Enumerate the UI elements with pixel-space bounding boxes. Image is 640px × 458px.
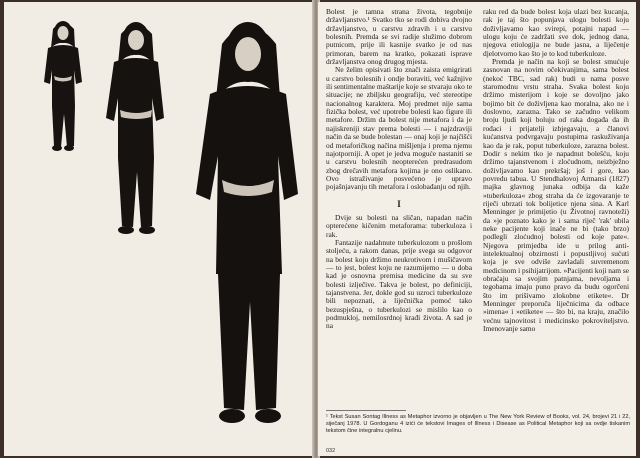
paragraph: Bolest je tamna strana života, tegobnije državljanstvo.¹ Svatko tko se rodi dobiva dvojno državljanstvo, u carstvu zdravih i u carstvu bolesnih. Premda se svi radije služimo dobrom putnicom, prije ili kasnije svatko je od nas primoran, barem na kratko, pokazati isprave državljanstva onog drugog mjesta. bbox=[326, 7, 472, 67]
woman-figure-large bbox=[184, 16, 308, 436]
paragraph: Ne želim opisivati što znači zaista emigrirati u carstvo bolesnih i ondje boraviti, već kažnjive ili sentimentalne maštarije koje se stvaraju oko te situacije; ne zbiljsku geografiju, već stereotipe nacionalnog karaktera. Moj predmet nije sama fizička bolest, već upotrebe bolesti kao figure ili metafore. Držim da bolest nije metafora i da je najiskreniji stav prema bolesti — i najzdraviji način da se bude bolestan — onaj koji je najčišći od metaforičkog načina mišljenja i prema njemu najotporniji. A opet je jedva moguće nastaniti se u carstvu bolesnih neopterećen predrasudom zbog drečavih metafora kojima je ono oslikano. Ovo istraživanje posvećeno je upravo pojašnjavanju tih metafora i oslobađanju od njih. bbox=[326, 65, 472, 192]
woman-figure-small bbox=[34, 20, 92, 156]
paragraph: Dvije su bolesti na sličan, napadan način opterećene kičenim metaforama: tuberkuloza i rak. bbox=[326, 212, 472, 239]
footnote: ¹ Tekst Susan Sontag Illness as Metaphor izvorno je objavljen u The New York Review of Books, vol. 24, brojevi 21 i 22, siječanj 1978. U Gordoganu 4 izići će tekstovi Images of Illness i Disease as Political Metaphor koji sa ovdje tiskanim tekstom čine integralnu cjelinu. bbox=[326, 414, 630, 434]
footnote-rule bbox=[326, 410, 406, 411]
section-number: I bbox=[397, 198, 401, 209]
left-page bbox=[4, 2, 314, 456]
paragraph: Premda je način na koji se bolest smućuje zasnovan na novim očekivanjima, sama bolest (nekoć TBC, sad rak) budi u nama posve staromodnu vrstu straha. Svaka bolest koju držimo misterijom i koje se dovoljno jako bojimo bit će doživljena kao moralna, ako ne i doslovno, zarazna. Tako se začudno velikom broju ljudi koji boluju od raka događa da ih rođaci i prijatelji izbjegavaju, a članovi kućanstva podvrgavaju postupima raskuživanja kao da je rak, poput tuberkuloze, zarazna bolest. Dodir s nekim tko je napadnut bolešću, koju držimo tajanstvenom i zloćudnom, neizbježno doživljavamo kao prekršaj; još i gore, kao povredu tabua. U Stendhalovoj Armansi (1827) majka glavnog junaka odbija da kaže »tuberkuloza« zbog straha da će izgovaranje te riječi ubrzati tok bolijetice njena sina. A Karl Menninger je primijetio (u Životnoj ravnoteži) da »je poznato kako je i sama riječ 'rak' ubila neke pacijente koji inače ne bi (tako brzo) podlegli zloćudnoj bolesti od koje pate«. Njegova primjedba ide u prilog anti-intelektualnoj obzirnosti i popustljivoj sućuti koja je sve odviše zavladali suvremenom medicinom i psihijatrijom. »Pacijenti koji nam se obraćaju sa svojim patnjama, nevoljama i tegobama imaju puno pravo da budu ogorčeni što im prišivamo zlokobne etikete«. Dr Menninger preporuča liječnicima da odbace »imena« i »etikete« — što bi, na kraju, značilo većnu tajnovitost i medicinsko pokroviteljstvo. Imenovanje samo bbox=[483, 57, 629, 334]
right-page bbox=[318, 2, 636, 456]
text-column-2 bbox=[483, 8, 629, 333]
paragraph: raku red da bude bolest koja ulazi bez kucanja, rak je taj što popunjava ulogu bolesti koju doživljavamo kao svirepi, potajni napad — ulogu koju će zadržati sve dok, jednog dana, njegova etiologija ne bude jasna, a liječenje djelotvorno kao što je to kod tuberkuloze. bbox=[483, 7, 629, 58]
paragraph: Fantazije nadahnute tuberkulozom u prošlom stoljeću, a rakom danas, prije svega su odgovor na bolest koju držimo neukrotivom i mušičavom — to jest, bolest koju ne razumijemo — u doba kad je osnovna premisa medicine da su sve bolesti izlječive. Takva je bolest, po definiciji, tajanstvena. Jer, dokle god su uzroci tuberkuloze bili nepoznati, a liječnička pomoć tako bezuspješna, o tuberkulozi se mislilo kao o podmukloj, nemilosrdnoj krađi života. A sad je na bbox=[326, 237, 472, 331]
page-number: 032 bbox=[326, 448, 336, 454]
woman-figure-medium bbox=[96, 20, 174, 242]
text-column-1 bbox=[326, 8, 472, 331]
